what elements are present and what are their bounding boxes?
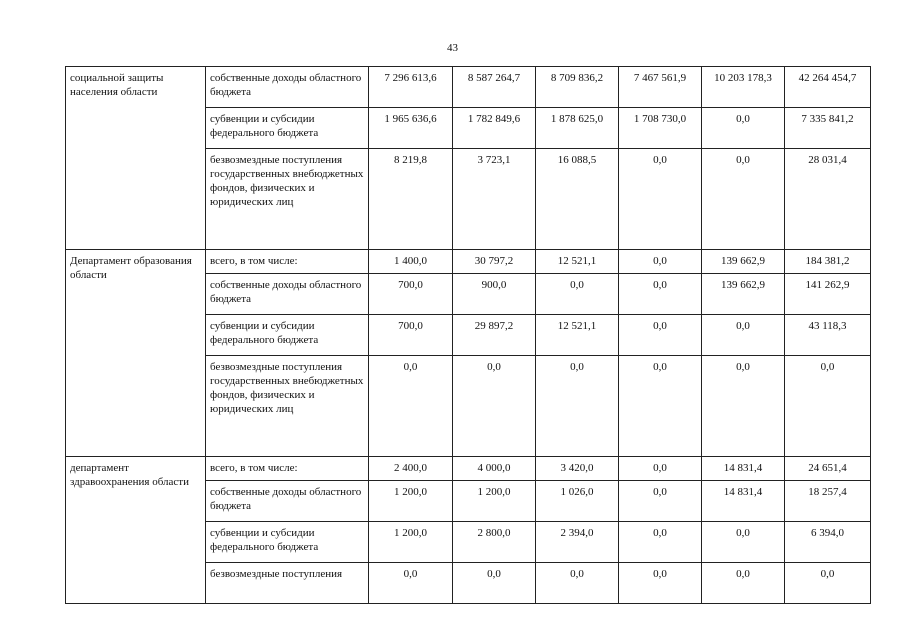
total-cell: 24 651,4 [785,457,871,481]
value-cell: 1 965 636,6 [369,108,453,149]
value-cell: 900,0 [453,274,536,315]
value-cell: 0,0 [702,563,785,604]
value-cell: 1 782 849,6 [453,108,536,149]
total-cell: 0,0 [785,563,871,604]
funding-source-cell: всего, в том числе: [206,250,369,274]
value-cell: 0,0 [369,356,453,457]
value-cell: 0,0 [619,522,702,563]
value-cell: 3 420,0 [536,457,619,481]
value-cell: 16 088,5 [536,149,619,250]
total-cell: 141 262,9 [785,274,871,315]
value-cell: 14 831,4 [702,481,785,522]
value-cell: 1 708 730,0 [619,108,702,149]
total-cell: 7 335 841,2 [785,108,871,149]
value-cell: 12 521,1 [536,250,619,274]
value-cell: 139 662,9 [702,250,785,274]
value-cell: 8 587 264,7 [453,67,536,108]
value-cell: 0,0 [536,356,619,457]
budget-table [65,66,871,604]
total-cell: 0,0 [785,356,871,457]
value-cell: 7 467 561,9 [619,67,702,108]
value-cell: 0,0 [369,563,453,604]
value-cell: 0,0 [619,457,702,481]
value-cell: 0,0 [702,108,785,149]
funding-source-cell: безвозмездные поступления [206,563,369,604]
value-cell: 0,0 [702,522,785,563]
total-cell: 43 118,3 [785,315,871,356]
value-cell: 700,0 [369,274,453,315]
organization-cell: социальной защиты населения области [66,67,206,250]
value-cell: 3 723,1 [453,149,536,250]
funding-source-cell: безвозмездные поступления государственных внебюджетных фондов, физических и юридических лиц [206,356,369,457]
value-cell: 2 400,0 [369,457,453,481]
value-cell: 1 026,0 [536,481,619,522]
value-cell: 0,0 [619,274,702,315]
value-cell: 0,0 [619,356,702,457]
value-cell: 0,0 [453,356,536,457]
value-cell: 139 662,9 [702,274,785,315]
funding-source-cell: собственные доходы областного бюджета [206,67,369,108]
value-cell: 0,0 [453,563,536,604]
table-row [66,250,871,274]
value-cell: 1 200,0 [369,481,453,522]
value-cell: 0,0 [702,356,785,457]
value-cell: 29 897,2 [453,315,536,356]
funding-source-cell: субвенции и субсидии федерального бюджета [206,315,369,356]
value-cell: 8 709 836,2 [536,67,619,108]
value-cell: 0,0 [619,250,702,274]
funding-source-cell: собственные доходы областного бюджета [206,274,369,315]
value-cell: 8 219,8 [369,149,453,250]
value-cell: 0,0 [702,315,785,356]
value-cell: 0,0 [619,315,702,356]
value-cell: 30 797,2 [453,250,536,274]
value-cell: 700,0 [369,315,453,356]
funding-source-cell: безвозмездные поступления государственных внебюджетных фондов, физических и юридических лиц [206,149,369,250]
funding-source-cell: субвенции и субсидии федерального бюджета [206,522,369,563]
total-cell: 28 031,4 [785,149,871,250]
value-cell: 0,0 [619,149,702,250]
value-cell: 1 200,0 [453,481,536,522]
value-cell: 2 394,0 [536,522,619,563]
funding-source-cell: всего, в том числе: [206,457,369,481]
value-cell: 2 800,0 [453,522,536,563]
value-cell: 1 878 625,0 [536,108,619,149]
value-cell: 4 000,0 [453,457,536,481]
organization-cell: Департамент образования области [66,250,206,457]
value-cell: 1 400,0 [369,250,453,274]
funding-source-cell: субвенции и субсидии федерального бюджета [206,108,369,149]
value-cell: 0,0 [702,149,785,250]
page-number: 43 [447,42,458,54]
organization-cell: департамент здравоохранения области [66,457,206,604]
value-cell: 10 203 178,3 [702,67,785,108]
total-cell: 184 381,2 [785,250,871,274]
value-cell: 0,0 [619,563,702,604]
total-cell: 18 257,4 [785,481,871,522]
table-row [66,67,871,108]
value-cell: 0,0 [536,274,619,315]
value-cell: 1 200,0 [369,522,453,563]
value-cell: 0,0 [536,563,619,604]
funding-source-cell: собственные доходы областного бюджета [206,481,369,522]
value-cell: 14 831,4 [702,457,785,481]
total-cell: 6 394,0 [785,522,871,563]
value-cell: 0,0 [619,481,702,522]
value-cell: 7 296 613,6 [369,67,453,108]
table-row [66,457,871,481]
total-cell: 42 264 454,7 [785,67,871,108]
value-cell: 12 521,1 [536,315,619,356]
